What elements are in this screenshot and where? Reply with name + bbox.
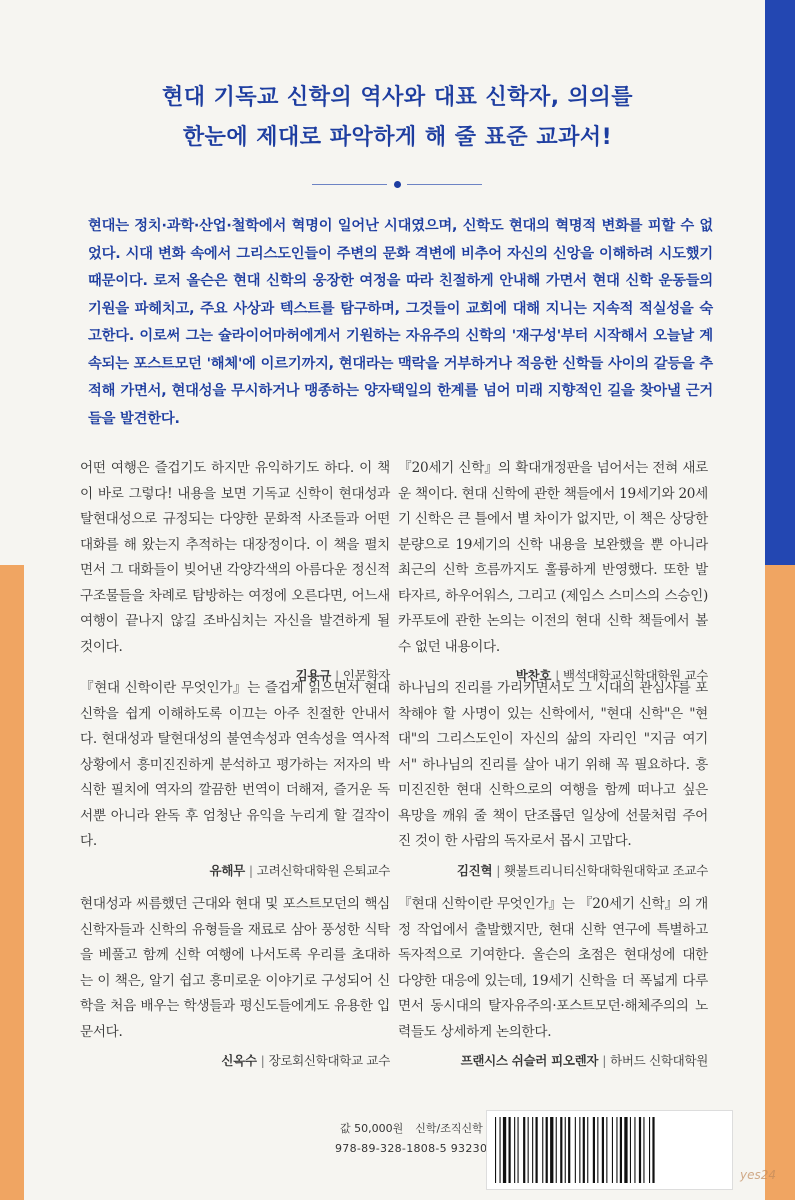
- barcode: [486, 1110, 733, 1190]
- review-author: 박찬호 | 백석대학교신학대학원 교수: [515, 668, 708, 683]
- yes24-watermark: yes24: [740, 1168, 777, 1182]
- review-text: 『20세기 신학』의 확대개정판을 넘어서는 전혀 새로운 책이다. 현대 신학에 관한 책들에서 19세기와 20세기 신학은 큰 틀에서 별 차이가 없지만, 이 책은 상당한 분량으로 19세기의 신학 내용을 보완했을 뿐 아니라 최근의 신학 흐름까지도 훌륭하게 반영했다. 또한 발타자르, 하우어워스, 그리고 (제임스 스미스의 스승인) 카푸토에 관한 논의는 이전의 현대 신학 책들에서 볼 수 없던 내용이다.: [398, 460, 708, 655]
- review-text: 하나님의 진리를 가리키면서도 그 시대의 관심사를 포착해야 할 사명이 있는 신학에서, "현대 신학"은 "현대"의 그리스도인이 자신의 삶의 자리인 "지금 여기서" 하나님의 진리를 살아 내기 위해 꼭 필요하다. 흥미진진한 현대 신학으로의 여행을 함께 떠나고 싶은 욕망을 깨워 줄 책이 단조롭던 일상에 선물처럼 주어진 것이 한 사람의 독자로서 몹시 고맙다.: [398, 680, 708, 849]
- isbn: 978-89-328-1808-5 93230: [335, 1142, 488, 1155]
- headline-line-2: 한눈에 제대로 파악하게 해 줄 표준 교과서!: [182, 125, 613, 150]
- orange-left-band: [0, 565, 24, 1200]
- review-yu-haemu: [80, 676, 390, 881]
- review-kim-yonggyu: [80, 456, 390, 686]
- divider-dot: [394, 181, 401, 188]
- review-text: 『현대 신학이란 무엇인가』는 『20세기 신학』의 개정 작업에서 출발했지만, 현대 신학 연구에 특별하고 독자적으로 기여한다. 올슨의 초점은 현대성에 대한 다양한 대응에 있는데, 19세기 신학을 더 폭넓게 다루면서 동시대의 탈자유주의·포스트모던·해체주의의 노력들도 상세하게 논의한다.: [398, 896, 708, 1040]
- review-author: 김용규 | 인문학자: [295, 668, 390, 683]
- divider: [312, 180, 482, 190]
- headline: [60, 78, 735, 158]
- blue-side-stripe: [765, 0, 795, 565]
- review-park-chanho: [398, 456, 708, 686]
- review-text: 『현대 신학이란 무엇인가』는 즐겁게 읽으면서 현대 신학을 쉽게 이해하도록 이끄는 아주 친절한 안내서다. 현대성과 탈현대성의 불연속성과 연속성을 역사적 상황에서 흥미진진하게 분석하고 평가하는 저자의 박식한 필치에 역자의 깔끔한 번역이 더해져, 즐거운 독서뿐 아니라 완독 후 엄청난 유익을 누리게 할 걸작이다.: [80, 680, 390, 849]
- intro-paragraph: 현대는 정치·과학·산업·철학에서 혁명이 일어난 시대였으며, 신학도 현대의 혁명적 변화를 피할 수 없었다. 시대 변화 속에서 그리스도인들이 주변의 문화 격변에 비추어 자신의 신앙을 이해하려 시도했기 때문이다. 로저 올슨은 현대 신학의 웅장한 여정을 따라 친절하게 안내해 가면서 현대 신학 운동들의 기원을 파헤치고, 주요 사상과 텍스트를 탐구하며, 그것들이 교회에 대해 지니는 지속적 적실성을 숙고한다. 이로써 그는 슐라이어마허에게서 기원하는 자유주의 신학의 '재구성'부터 시작해서 오늘날 계속되는 포스트모던 '해체'에 이르기까지, 현대라는 맥락을 거부하거나 적응한 신학들 사이의 갈등을 추적해 가면서, 현대성을 무시하거나 맹종하는 양자택일의 한계를 넘어 미래 지향적인 길을 찾아낼 근거들을 발견한다.: [88, 218, 713, 427]
- review-kim-jinhyuk: [398, 676, 708, 881]
- review-author: 김진혁 | 횃불트리니티신학대학원대학교 조교수: [456, 862, 708, 878]
- review-text: 현대성과 씨름했던 근대와 현대 및 포스트모던의 핵심 신학자들과 신학의 유형들을 재료로 삼아 풍성한 식탁을 베풀고 함께 신학 여행에 나서도록 우리를 초대하는 이 책은, 알기 쉽고 흥미로운 이야기로 구성되어 신학을 처음 배우는 학생들과 평신도들에게도 유용한 입문서다.: [80, 896, 390, 1040]
- price: 값 50,000원: [340, 1122, 404, 1135]
- review-text: 어떤 여행은 즐겁기도 하지만 유익하기도 하다. 이 책이 바로 그렇다! 내용을 보면 기독교 신학이 현대성과 탈현대성으로 규정되는 다양한 문화적 사조들과 어떤 대화를 해 왔는지 추적하는 대장정이다. 이 책을 펼치면서 그 대화들이 빚어낸 각양각색의 아름다운 정신적 구조물들을 차례로 탐방하는 여정에 오른다면, 어느새 여행이 끝나지 않길 조바심치는 자신을 발견하게 될 것이다.: [80, 460, 390, 655]
- review-author: 유해무 | 고려신학대학원 은퇴교수: [209, 862, 390, 878]
- price-line: [340, 1120, 495, 1136]
- review-fiorenza: [398, 892, 708, 1071]
- review-author: 프랜시스 쉬슬러 피오렌자 | 하버드 신학대학원: [460, 1053, 708, 1068]
- review-shin-oksu: [80, 892, 390, 1071]
- headline-line-1: 현대 기독교 신학의 역사와 대표 신학자, 의의를: [161, 85, 634, 110]
- category: 신학/조직신학: [415, 1122, 483, 1135]
- orange-side-stripe: [765, 565, 795, 1200]
- review-author: 신옥수 | 장로회신학대학교 교수: [221, 1053, 390, 1068]
